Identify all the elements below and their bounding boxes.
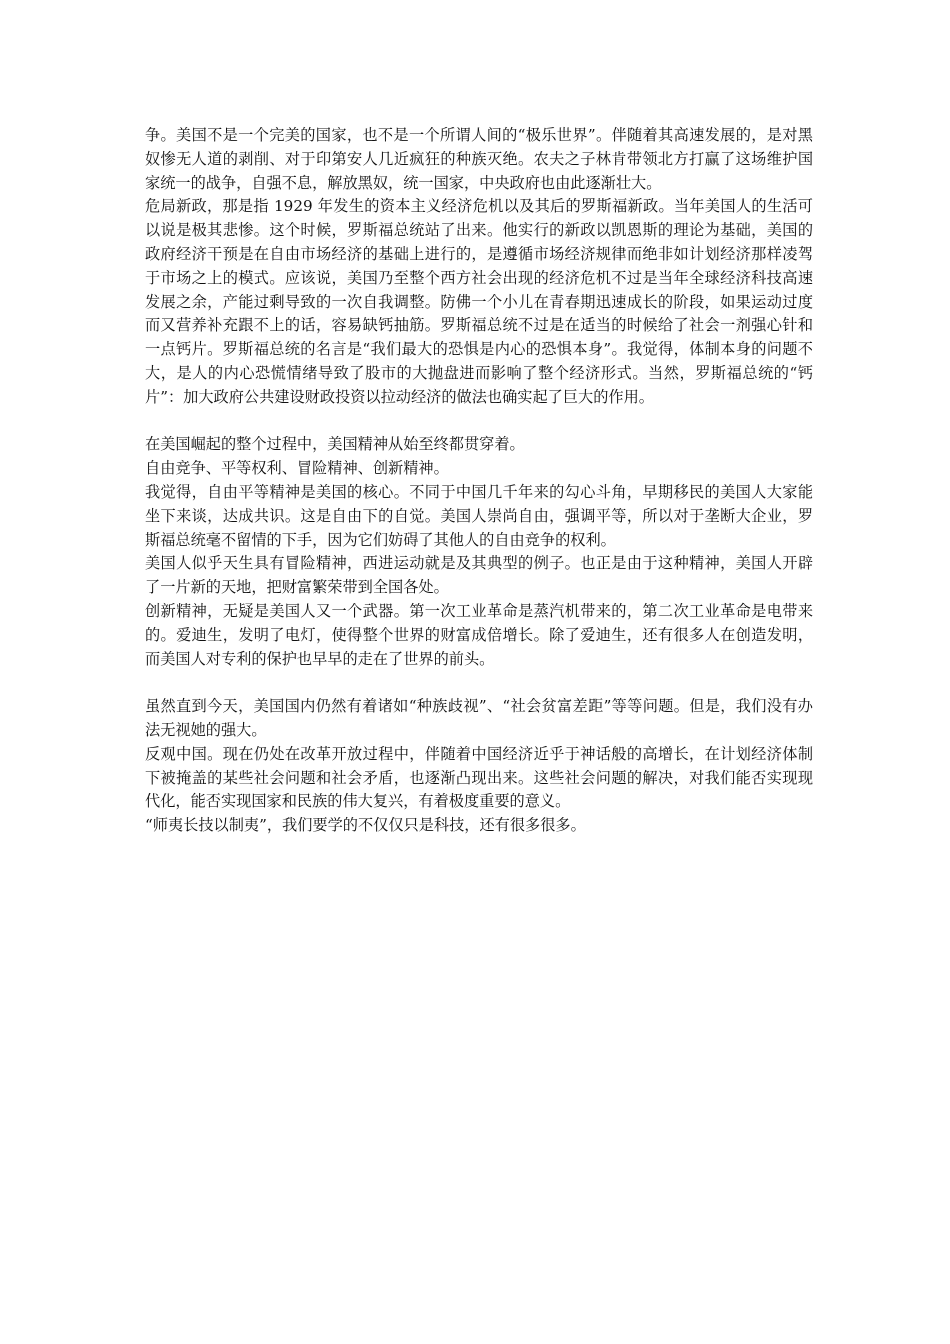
paragraph-problems: 虽然直到今天，美国国内仍然有着诸如“种族歧视”、“社会贫富差距”等等问题。但是，我们没有办法无视她的强大。 — [145, 697, 813, 739]
paragraph-freedom-equality: 我觉得，自由平等精神是美国的核心。不同于中国几千年来的勾心斗角，早期移民的美国人大家能坐下来谈，达成共识。这是自由下的自觉。美国人崇尚自由，强调平等，所以对于垄断大企业，罗斯福总统毫不留情的下手，因为它们妨碍了其他人的自由竞争的权利。 — [145, 482, 813, 549]
paragraph-spirit-list: 自由竞争、平等权利、冒险精神、创新精神。 — [145, 459, 449, 478]
paragraph-new-deal: 危局新政，那是指 1929 年发生的资本主义经济危机以及其后的罗斯福新政。当年美国人的生活可以说是极其悲惨。这个时候，罗斯福总统站了出来。他实行的新政以凯恩斯的理论为基础，美国的政府经济干预是在自由市场经济的基础上进行的，是遵循市场经济规律而绝非如计划经济那样凌驾于市场之上的模式。应该说，美国乃至整个西方社会出现的经济危机不过是当年全球经济科技高速发展之余，产能过剩导致的一次自我调整。防佛一个小儿在青春期迅速成长的阶段，如果运动过度而又营养补充跟不上的话，容易缺钙抽筋。罗斯福总统不过是在适当的时候给了社会一剂强心针和一点钙片。罗斯福总统的名言是“我们最大的恐惧是内心的恐惧本身”。我觉得，体制本身的问题不大，是人的内心恐慌情绪导致了股市的大抛盘进而影响了整个经济形式。当然，罗斯福总统的“钙片”：加大政府公共建设财政投资以拉动经济的做法也确实起了巨大的作用。 — [145, 197, 813, 406]
paragraph-spacer — [145, 410, 813, 434]
paragraph-innovation: 创新精神，无疑是美国人又一个武器。第一次工业革命是蒸汽机带来的，第二次工业革命是电带来的。爱迪生，发明了电灯，使得整个世界的财富成倍增长。除了爱迪生，还有很多人在创造发明，而美国人对专利的保护也早早的走在了世界的前头。 — [145, 601, 813, 668]
paragraph-spacer — [145, 671, 813, 695]
paragraph-adventure: 美国人似乎天生具有冒险精神，西进运动就是及其典型的例子。也正是由于这种精神，美国人开辟了一片新的天地，把财富繁荣带到全国各处。 — [145, 554, 813, 597]
paragraph-conclusion: “师夷长技以制夷”，我们要学的不仅仅只是科技，还有很多很多。 — [145, 816, 586, 835]
document-body — [145, 124, 813, 838]
paragraph-civil-war: 争。美国不是一个完美的国家，也不是一个所谓人间的“极乐世界”。伴随着其高速发展的，是对黑奴惨无人道的剥削、对于印第安人几近疯狂的种族灭绝。农夫之子林肯带领北方打赢了这场维护国家统一的战争，自强不息，解放黑奴，统一国家，中央政府也由此逐渐壮大。 — [145, 126, 813, 192]
paragraph-american-spirit-intro: 在美国崛起的整个过程中，美国精神从始至终都贯穿着。 — [145, 435, 525, 454]
paragraph-china: 反观中国。现在仍处在改革开放过程中，伴随着中国经济近乎于神话般的高增长，在计划经济体制下被掩盖的某些社会问题和社会矛盾，也逐渐凸现出来。这些社会问题的解决，对我们能否实现现代化，能否实现国家和民族的伟大复兴，有着极度重要的意义。 — [145, 744, 813, 811]
